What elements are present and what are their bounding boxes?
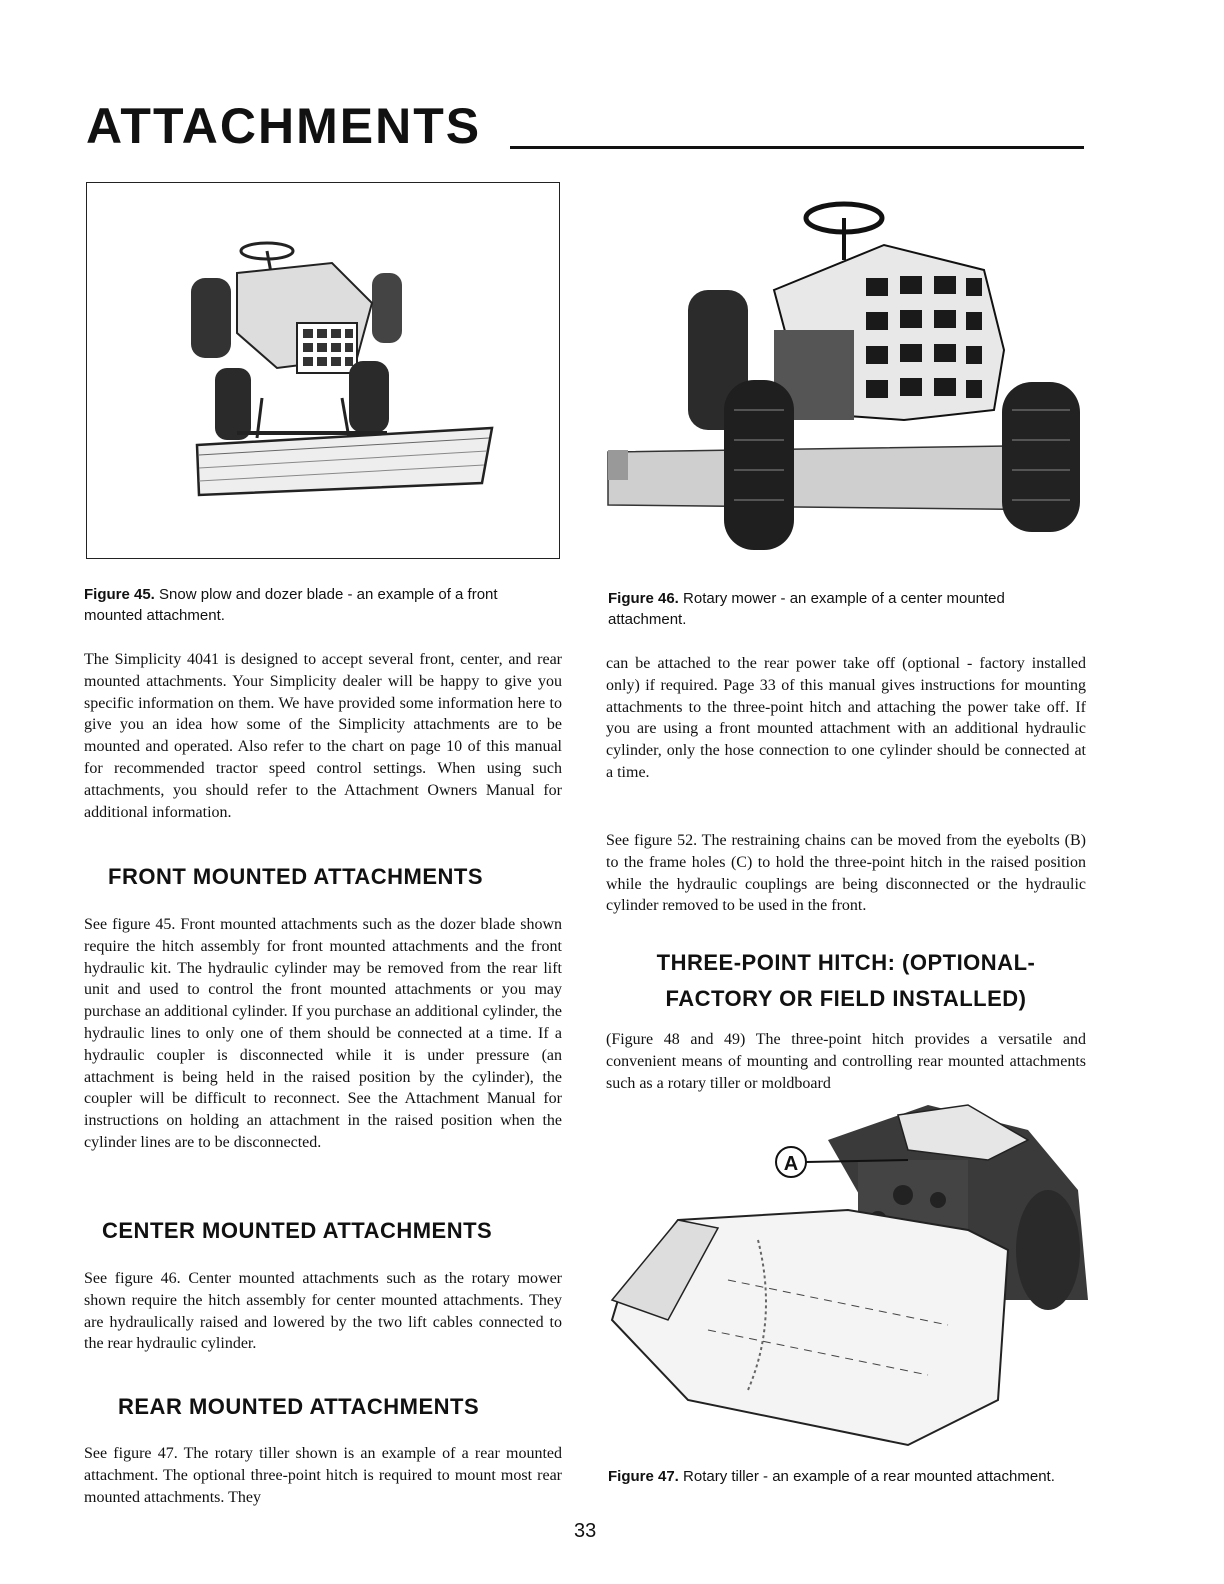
figure-46-label: Figure 46. <box>608 590 679 607</box>
figure-47-image <box>608 1100 1088 1450</box>
front-wheel-left <box>215 368 251 440</box>
title-rule <box>510 146 1084 149</box>
front-wheel-left <box>724 380 794 550</box>
three-point-hitch-paragraph: (Figure 48 and 49) The three-point hitch provides a versatile and convenient means of mounting and controlling rear mounted attachments such as a rotary tiller or moldboard <box>606 1031 1086 1092</box>
front-mounted-paragraph: See figure 45. Front mounted attachments such as the dozer blade shown require the hitch assembly for front mounted attachments and the front hydraulic kit. The hydraulic cylinder may be removed from the rear lift unit and used to control the front mounted attachments or you may purchase an additional cylinder. If you purchase an additional cylinder, the hydraulic lines to only one of them should be connected at a time. If a hydraulic coupler is disconnected while it is under pressure (an attachment is being held in the raised position by the cylinder), the coupler will be difficult to reconnect. See the Attachment Manual for instructions on holding an attachment in the raised position when the cylinder lines are to be disconnected. <box>84 916 562 1151</box>
rear-wheel-left <box>191 278 231 358</box>
figure-45-caption <box>84 584 560 626</box>
continued-paragraph: can be attached to the rear power take off (optional - factory installed only) if required. Page 33 of this manual gives instructions for mounting attachments to the three-point hitch and attaching the power take off. If you are using a front mounted attachment with an additional hydraulic cylinder, only the hose connection to one cylinder should be connected at a time. <box>606 655 1086 781</box>
rear-wheel-right <box>372 273 402 343</box>
rear-mounted-paragraph: See figure 47. The rotary tiller shown is an example of a rear mounted attachment. The optional three-point hitch is required to mount most rear mounted attachments. They <box>84 1445 562 1506</box>
center-mounted-heading: CENTER MOUNTED ATTACHMENTS <box>102 1218 493 1243</box>
page-title: ATTACHMENTS <box>86 98 482 154</box>
front-mounted-heading: FRONT MOUNTED ATTACHMENTS <box>108 864 484 889</box>
figure-45-text: Snow plow and dozer blade - an example of a front mounted attachment. <box>84 586 498 624</box>
figure-47-caption <box>608 1466 1090 1487</box>
intro-paragraph: The Simplicity 4041 is designed to accept several front, center, and rear mounted attachments. Your Simplicity dealer will be happy to give you specific information on them. We have provided some information here to give you an idea how some of the Simplicity attachments are to be mounted and operated. Also refer to the chart on page 10 of this manual for recommended tractor speed control settings. When using such attachments, you should refer to the Attachment Owners Manual for additional information. <box>84 651 562 821</box>
three-point-hitch-heading-line2: FACTORY OR FIELD INSTALLED) <box>665 986 1027 1011</box>
tractor-rear-wheel <box>1016 1190 1080 1310</box>
figure-46-caption <box>608 588 1086 630</box>
figure-47-label: Figure 47. <box>608 1468 679 1485</box>
center-mounted-paragraph: See figure 46. Center mounted attachments such as the rotary mower shown require the hitch assembly for center mounted attachments. They are hydraulically raised and lowered by the two lift cables connected to the rear hydraulic cylinder. <box>84 1270 562 1353</box>
figure-52-paragraph: See figure 52. The restraining chains can be moved from the eyebolts (B) to the frame holes (C) to hold the three-point hitch in the raised position while the hydraulic couplings are being disconnected or the hydraulic cylinder removed to be used in the front. <box>606 832 1086 915</box>
figure-47-text: Rotary tiller - an example of a rear mounted attachment. <box>683 1468 1055 1485</box>
callout-a-label: A <box>783 1153 799 1175</box>
tractor-plow-illustration <box>87 183 559 558</box>
three-point-hitch-heading-line1: THREE-POINT HITCH: (OPTIONAL- <box>656 950 1036 975</box>
tractor-mower-illustration <box>604 190 1084 555</box>
figure-45-label: Figure 45. <box>84 586 155 603</box>
rear-mounted-heading: REAR MOUNTED ATTACHMENTS <box>118 1394 480 1419</box>
rotary-tiller-illustration <box>608 1100 1088 1450</box>
front-wheel-right <box>1002 382 1080 532</box>
figure-46-image <box>604 190 1084 555</box>
figure-46-text: Rotary mower - an example of a center mounted attachment. <box>608 590 1005 628</box>
front-wheel-right <box>349 361 389 433</box>
figure-45-image <box>86 182 560 559</box>
page-number: 33 <box>574 1520 597 1542</box>
